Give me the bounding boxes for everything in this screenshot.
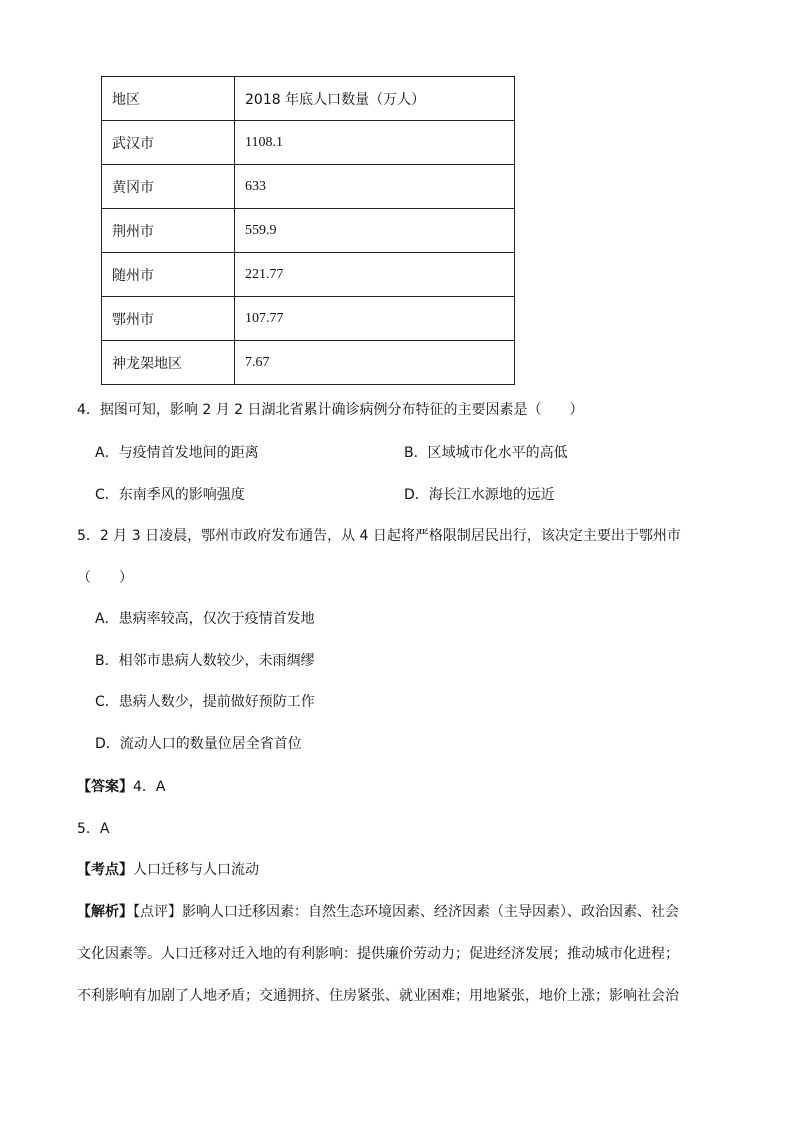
answer-label: 【答案】 [77,779,133,795]
jiexi-label: 【解析】 [77,904,133,920]
table-cell-population: 107.77 [235,297,515,341]
table-header-cell: 地区 [102,77,235,121]
question-4-stem: 4．据图可知，影响 2 月 2 日湖北省累计确诊病例分布特征的主要因素是（ ） [77,402,584,418]
table-cell-population: 1108.1 [235,121,515,165]
kaodian-text: 人口迁移与人口流动 [133,862,259,878]
question-5-stem: 5．2 月 3 日凌晨，鄂州市政府发布通告，从 4 日起将严格限制居民出行，该决定主要出于鄂州市 [77,528,681,544]
kaodian-block [77,860,259,880]
jiexi-line-1 [77,902,679,922]
table-row [102,341,515,385]
table-row [102,297,515,341]
table-row [102,165,515,209]
question-4-option-a: A．与疫情首发地间的距离 [95,445,259,461]
question-4-option-c: C．东南季风的影响强度 [95,487,245,503]
question-5-option-c: C．患病人数少，提前做好预防工作 [95,694,315,710]
answer-4: 4．A [133,779,166,795]
table-cell-population: 7.67 [235,341,515,385]
table-row [102,121,515,165]
table-cell-region: 荆州市 [102,209,235,253]
table-header-row [102,77,515,121]
answer-5: 5．A [77,821,110,837]
kaodian-label: 【考点】 [77,862,133,878]
question-4-option-d: D．海长江水源地的远近 [404,487,555,503]
question-5-option-a: A．患病率较高，仅次于疫情首发地 [95,611,315,627]
table-cell-region: 鄂州市 [102,297,235,341]
question-5-option-b: B．相邻市患病人数较少，未雨绸缪 [95,653,315,669]
jiexi-line-3: 不利影响有加剧了人地矛盾；交通拥挤、住房紧张、就业困难；用地紧张，地价上涨；影响社会治 [77,988,679,1004]
table-cell-population: 559.9 [235,209,515,253]
table-cell-population: 221.77 [235,253,515,297]
question-5-option-d: D．流动人口的数量位居全省首位 [95,736,302,752]
table-row [102,209,515,253]
table-header-cell: 2018 年底人口数量（万人） [235,77,515,121]
jiexi-text-1: 【点评】影响人口迁移因素：自然生态环境因素、经济因素（主导因素）、政治因素、社会 [133,904,679,920]
table-cell-region: 神龙架地区 [102,341,235,385]
question-4-option-b: B．区域城市化水平的高低 [404,445,568,461]
table-row [102,253,515,297]
table-cell-region: 黄冈市 [102,165,235,209]
jiexi-line-2: 文化因素等。人口迁移对迁入地的有利影响：提供廉价劳动力；促进经济发展；推动城市化进程； [77,946,679,962]
answer-block [77,777,165,797]
table-cell-region: 武汉市 [102,121,235,165]
table-cell-region: 随州市 [102,253,235,297]
table-cell-population: 633 [235,165,515,209]
question-5-stem-continued: （ ） [77,570,133,586]
population-table [101,76,515,385]
